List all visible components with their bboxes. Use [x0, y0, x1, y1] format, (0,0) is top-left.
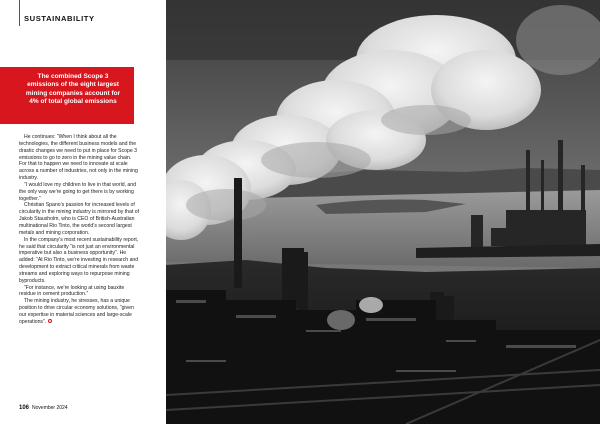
pull-quote-text-after: of total global emissions: [38, 98, 117, 106]
folio: [19, 405, 68, 411]
article-paragraph: Christian Spano’s passion for increased levels of circularity in the mining industry is mirrored by that of Jakob Stausholm, who is CEO of British-Australian multinational Rio Tinto, the world’s second largest metals and mining corporation.: [19, 202, 139, 236]
article-body: [19, 134, 139, 326]
industrial-smoke-photo-svg: [166, 0, 600, 424]
small-steam: [359, 297, 383, 313]
article-paragraph-last: [19, 298, 139, 325]
section-rule: [19, 0, 20, 26]
article-paragraph: “I would love my children to live in that world, and the only way we’re going to get there is by working together.”: [19, 181, 137, 202]
article-paragraph: He continues: “When I think about all the technologies, the different business models and the drastic changes we need to put in place for Scope 3 emissions to go to zero in the mining value chain. For that to happen we need to innovate at scale across a number of industries, not only in the mining industry.: [19, 134, 138, 182]
pull-quote-text-before: The combined: [37, 73, 84, 80]
article-column: [0, 0, 166, 424]
page-number: 106: [19, 405, 30, 411]
pull-quote: [0, 67, 134, 124]
article-paragraph: “For instance, we’re looking at using bauxite residue in cement production.”: [19, 284, 125, 298]
industrial-smoke-photo: [166, 0, 600, 424]
section-label: SUSTAINABILITY: [24, 14, 95, 23]
end-mark-icon: [48, 319, 52, 323]
small-steam: [327, 310, 355, 330]
article-paragraph: In the company’s most recent sustainability report, he said that circularity “is not just an environmental imperative but also a business opportunity”. He added: “At Rio Tinto, we’re investing in research and development to extract critical minerals from waste streams and exploring ways to repurpose mining byproducts.: [19, 236, 139, 284]
pull-quote-highlight-scope: Scope 3: [83, 73, 109, 80]
pull-quote-text-middle: emissions of the eight largest mining companies account for: [25, 81, 121, 97]
article-paragraph-text: The mining industry, he stresses, has a unique position to drive circular economy solutions, “given our expertise in material sciences and large-scale operations”.: [19, 298, 134, 325]
issue-date: November 2024: [32, 405, 68, 411]
pull-quote-highlight-percent: 4%: [29, 98, 39, 106]
